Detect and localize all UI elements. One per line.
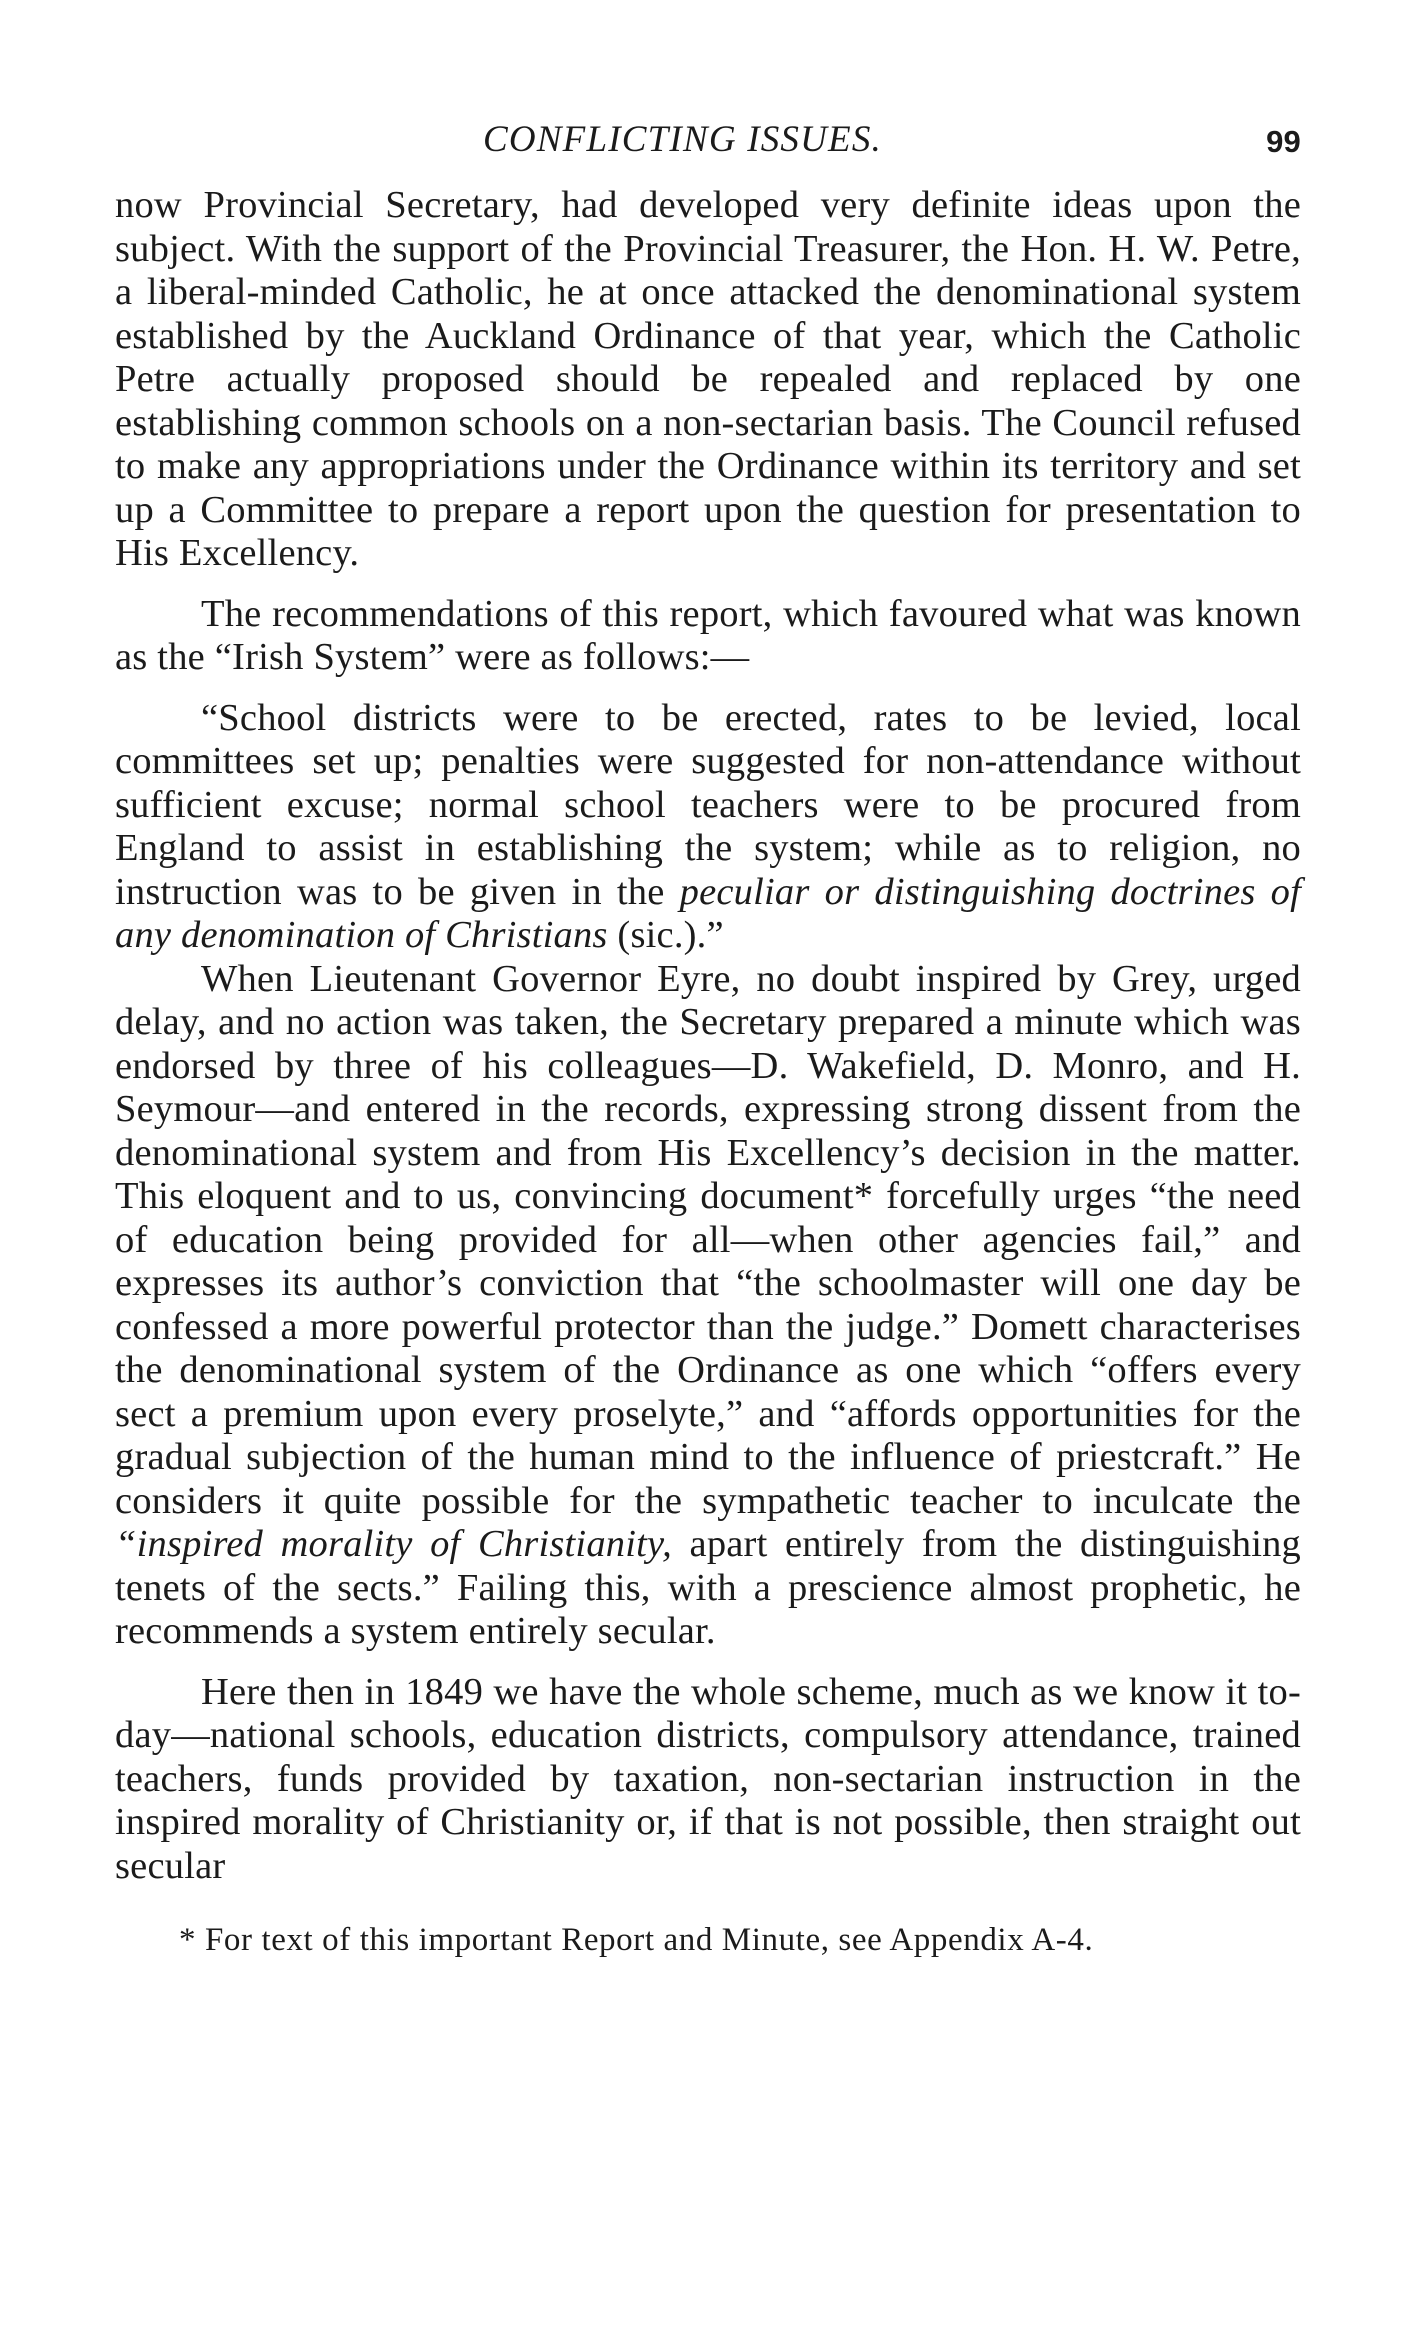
body-text bbox=[115, 184, 1301, 1888]
paragraph-3-quote bbox=[115, 697, 1301, 958]
paragraph-4-emphasis: “inspired morality of Christianity, bbox=[115, 1523, 673, 1565]
quote-emphasis: peculiar or distinguishing doctrines of any denomination of Christians bbox=[115, 870, 1301, 956]
quote-text: “School districts were to be erected, rates to be levied, local committees set up; penalties were suggested for non-attendance without sufficient excuse; normal school teachers were to be procured from England to assist in establishing the system; while as to religion, no instruction was to be given in the bbox=[115, 696, 1301, 913]
paragraph-5: Here then in 1849 we have the whole scheme, much as we know it to-day—national schools, education districts, compulsory attendance, trained teachers, funds provided by taxation, non-sectarian instruction in the inspired morality of Christianity or, if that is not possible, then straight out secular bbox=[115, 1670, 1301, 1887]
paragraph-4-text-end: apart entirely from the distinguishing tenets of the sects.” Failing this, with a prescience almost prophetic, he recommends a system entirely secular. bbox=[115, 1523, 1301, 1652]
quote-text-end: (sic.).” bbox=[607, 914, 724, 956]
book-page bbox=[115, 118, 1301, 1960]
paragraph-1: now Provincial Secretary, had developed very definite ideas upon the subject. With the support of the Provincial Treasurer, the Hon. H. W. Petre, a liberal-minded Catholic, he at once attacked the denominational system established by the Auckland Ordinance of that year, which the Catholic Petre actually proposed should be repealed and replaced by one establishing common schools on a non-sectarian basis. The Council refused to make any appropriations under the Ordinance within its territory and set up a Committee to prepare a report upon the question for presentation to His Excellency. bbox=[115, 184, 1301, 574]
paragraph-4 bbox=[115, 958, 1301, 1654]
page-number: 99 bbox=[1266, 124, 1301, 159]
footnote: * For text of this important Report and Minute, see Appendix A-4. bbox=[179, 1922, 1094, 1958]
paragraph-4-text: When Lieutenant Governor Eyre, no doubt inspired by Grey, urged delay, and no action was taken, the Secretary prepared a minute which was endorsed by three of his colleagues—D. Wakefield, D. Monro, and H. Seymour—and entered in the records, expressing strong dissent from the denominational system and from His Excellency’s decision in the matter. This eloquent and to us, convincing document* forcefully urges “the need of education being provided for all—when other agencies fail,” and expresses its author’s conviction that “the schoolmaster will one day be confessed a more powerful protector than the judge.” Domett characterises the denominational system of the Ordinance as one which “offers every sect a premium upon every proselyte,” and “affords opportunities for the gradual subjection of the human mind to the influence of priestcraft.” He considers it quite possible for the sympathetic teacher to inculcate the bbox=[115, 957, 1301, 1522]
running-head: CONFLICTING ISSUES. bbox=[483, 119, 882, 160]
paragraph-2: The recommendations of this report, which favoured what was known as the “Irish System” were as follows:— bbox=[115, 592, 1301, 678]
page-header bbox=[115, 118, 1301, 168]
